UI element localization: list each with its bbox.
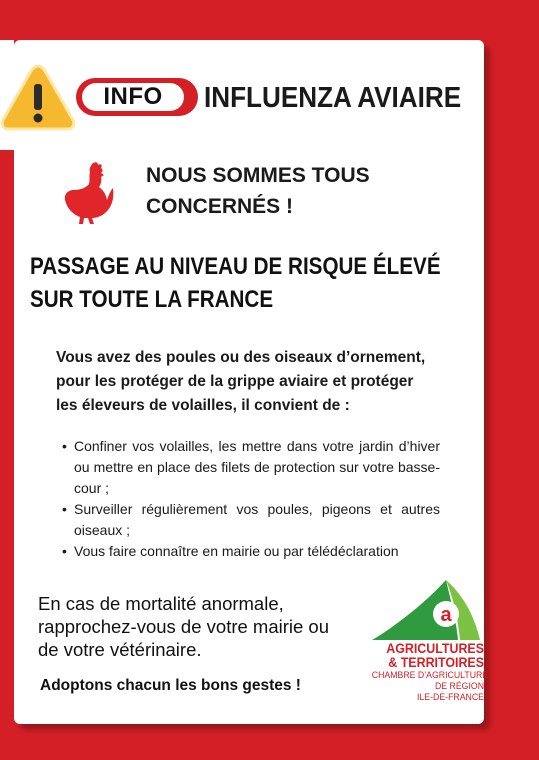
mortality-line: de votre vétérinaire. (38, 639, 202, 660)
mortality-line: En cas de mortalité anormale, (38, 593, 284, 614)
list-item: • Vous faire connaître en mairie ou par télédéclaration (62, 541, 440, 562)
closing-message: Adoptons chacun les bons gestes ! (40, 677, 301, 694)
intro-line: les éleveurs de volailles, il convient de : (56, 397, 350, 414)
logo-subtitle-line: DE RÉGION (434, 681, 484, 692)
logo-name-line: & TERRITOIRES (388, 655, 484, 670)
intro-line: pour les protéger de la grippe aviaire et protéger (56, 373, 414, 390)
intro-line: Vous avez des poules ou des oiseaux d’ornement, (56, 349, 426, 366)
intro-text (56, 346, 425, 418)
mortality-notice (38, 592, 329, 661)
subheadline-line: NOUS SOMMES TOUS (146, 164, 370, 187)
svg-text:a: a (440, 604, 452, 626)
logo-name-line: AGRICULTURES (386, 641, 484, 656)
agriculture-logo-text (362, 641, 489, 703)
list-item: • Confiner vos volailles, les mettre dans votre jardin d’hiver ou mettre en place des filets de protection sur votre basse-cour ; (62, 436, 440, 499)
info-badge-label: INFO (103, 83, 163, 110)
headline-line: PASSAGE AU NIVEAU DE RISQUE ÉLEVÉ (30, 253, 441, 280)
hen-icon (62, 160, 114, 226)
warning-icon (0, 62, 76, 132)
subheadline (146, 160, 370, 222)
info-badge (82, 83, 184, 111)
logo-subtitle-line: CHAMBRE D’AGRICULTURE (371, 670, 489, 681)
headline-line: SUR TOUTE LA FRANCE (30, 286, 274, 313)
recommendations-list (62, 436, 440, 562)
headline (30, 250, 441, 316)
agriculture-logo-icon (366, 574, 486, 644)
page-title: INFLUENZA AVIAIRE (204, 82, 462, 114)
mortality-line: rapprochez-vous de votre mairie ou (38, 616, 330, 637)
list-item: • Surveiller régulièrement vos poules, pigeons et autres oiseaux ; (62, 499, 440, 541)
logo-subtitle-line: ILE-DE-FRANCE (416, 692, 484, 703)
subheadline-line: CONCERNÉS ! (146, 195, 294, 218)
